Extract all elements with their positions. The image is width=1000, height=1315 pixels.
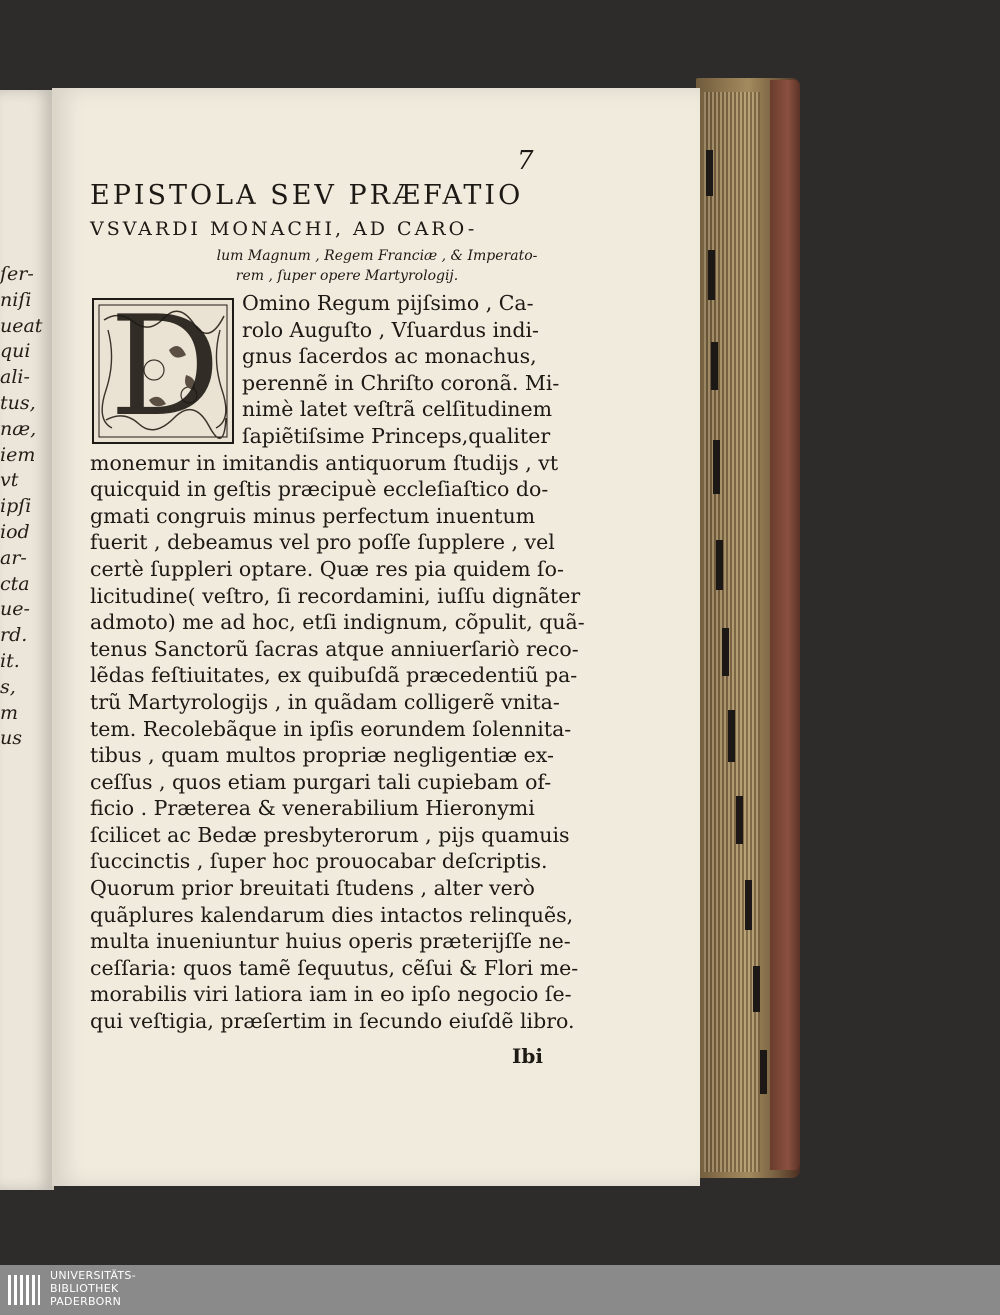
book-tab <box>722 628 729 676</box>
left-page-fragment: cta <box>0 572 30 595</box>
body-text <box>90 290 585 1035</box>
left-page-fragment: qui <box>0 340 31 363</box>
left-page <box>0 90 54 1190</box>
text-line: ſuccinctis , ſuper hoc prouocabar deſcriptis. <box>90 849 548 874</box>
left-page-fragment: tus, <box>0 391 36 414</box>
text-line: morabilis viri latiora iam in eo ipſo negocio ſe- <box>90 982 572 1007</box>
left-page-fragment: niſi <box>0 288 32 311</box>
text-line: admoto) me ad hoc, etſi indignum, cõpulit, quã- <box>90 610 585 635</box>
text-line: monemur in imitandis antiquorum ſtudijs , vt <box>90 450 559 475</box>
left-page-fragment: ipſi <box>0 495 32 518</box>
right-page <box>52 88 700 1186</box>
text-line: ficio . Præterea & venerabilium Hieronymi <box>90 796 535 821</box>
left-page-fragment: ue- <box>0 598 30 621</box>
book-tab <box>728 710 735 762</box>
text-line: qui veſtigia, præſertim in ſecundo eiuſdẽ libro. <box>90 1009 575 1034</box>
text-line: tem. Recolebãque in ipſis eorundem ſolennita- <box>90 716 572 741</box>
left-page-fragment: næ, <box>0 417 37 440</box>
text-line: nimè latet veſtrã celſitudinem <box>242 397 553 422</box>
text-line: rolo Auguſto , Vſuardus indi- <box>242 317 539 342</box>
library-logo-text <box>50 1269 136 1308</box>
text-line: ſapiẽtiſsime Princeps,qualiter <box>242 423 551 448</box>
left-page-fragment: us <box>0 727 22 750</box>
book-tab <box>711 342 718 390</box>
left-page-fragment: s, <box>0 675 16 698</box>
text-line: licitudine( veſtro, ſi recordamini, iuſſu dignãter <box>90 583 581 608</box>
page-title: EPISTOLA SEV PRÆFATIO <box>90 180 524 211</box>
left-page-fragment: it. <box>0 649 20 672</box>
page-number: 7 <box>517 146 534 176</box>
subtitle-italic-2: rem , ſuper opere Martyrologij. <box>235 268 459 284</box>
left-page-fragment: iod <box>0 520 30 543</box>
text-line: perennẽ in Chriſto coronã. Mi- <box>242 370 560 395</box>
text-line: quãplures kalendarum dies intactos relinquẽs, <box>90 902 574 927</box>
text-line: fuerit , debeamus vel pro poſſe ſupplere , vel <box>90 530 555 555</box>
left-page-fragment: ar- <box>0 546 27 569</box>
book-tab <box>760 1050 767 1094</box>
book-tab <box>753 966 760 1012</box>
left-page-text <box>0 262 50 752</box>
initial-letter: D <box>109 298 221 444</box>
catchword: Ibi <box>512 1044 543 1068</box>
text-line: ceſſus , quos etiam purgari tali cupiebam of- <box>90 769 552 794</box>
left-page-fragment: iem <box>0 443 36 466</box>
text-line: certè ſuppleri optare. Quæ res pia quidem ſo- <box>90 556 564 581</box>
left-page-fragment: ali- <box>0 366 30 389</box>
book-tab <box>708 250 715 300</box>
text-line: tibus , quam multos propriæ negligentiæ ex- <box>90 743 554 768</box>
text-line: multa inueniuntur huius operis præterijſſe ne- <box>90 929 571 954</box>
book-tab <box>706 150 713 196</box>
text-line: trũ Martyrologijs , in quãdam colligerẽ vnita- <box>90 689 560 714</box>
cover-edge <box>770 80 800 1170</box>
text-line: quicquid in geſtis præcipuè eccleſiaſtico do- <box>90 477 549 502</box>
logo-line-1: UNIVERSITÄTS- <box>50 1269 136 1282</box>
text-line: gnus ſacerdos ac monachus, <box>242 344 537 369</box>
logo-line-3: PADERBORN <box>50 1295 122 1308</box>
text-line: lẽdas feſtiuitates, ex quibuſdã præcedentiũ pa- <box>90 663 578 688</box>
book-tab <box>716 540 723 590</box>
left-page-fragment: rd. <box>0 624 28 647</box>
text-line: tenus Sanctorũ ſacras atque anniuerſariò reco- <box>90 636 579 661</box>
library-footer <box>0 1265 1000 1315</box>
left-page-fragment: ueat <box>0 314 43 337</box>
text-line: gmati congruis minus perfectum inuentum <box>90 503 536 528</box>
left-page-fragment: vt <box>0 469 19 492</box>
subtitle-italic-1: lum Magnum , Regem Franciæ , & Imperato- <box>216 248 538 264</box>
logo-line-2: BIBLIOTHEK <box>50 1282 119 1295</box>
text-line: ceſſaria: quos tamẽ ſequutus, cẽſui & Flori me- <box>90 955 579 980</box>
left-page-fragment: ſer- <box>0 263 34 285</box>
book-tab <box>713 440 720 494</box>
library-logo-icon <box>6 1271 42 1309</box>
text-line: Omino Regum pijſsimo , Ca- <box>242 291 534 315</box>
left-page-fragment: m <box>0 701 19 724</box>
page-subtitle: VSVARDI MONACHI, AD CARO- <box>90 218 478 240</box>
text-line: Quorum prior breuitati ſtudens , alter verò <box>90 876 535 901</box>
book-tab <box>745 880 752 930</box>
text-line: ſcilicet ac Bedæ presbyterorum , pijs quamuis <box>90 822 570 847</box>
book-tab <box>736 796 743 844</box>
